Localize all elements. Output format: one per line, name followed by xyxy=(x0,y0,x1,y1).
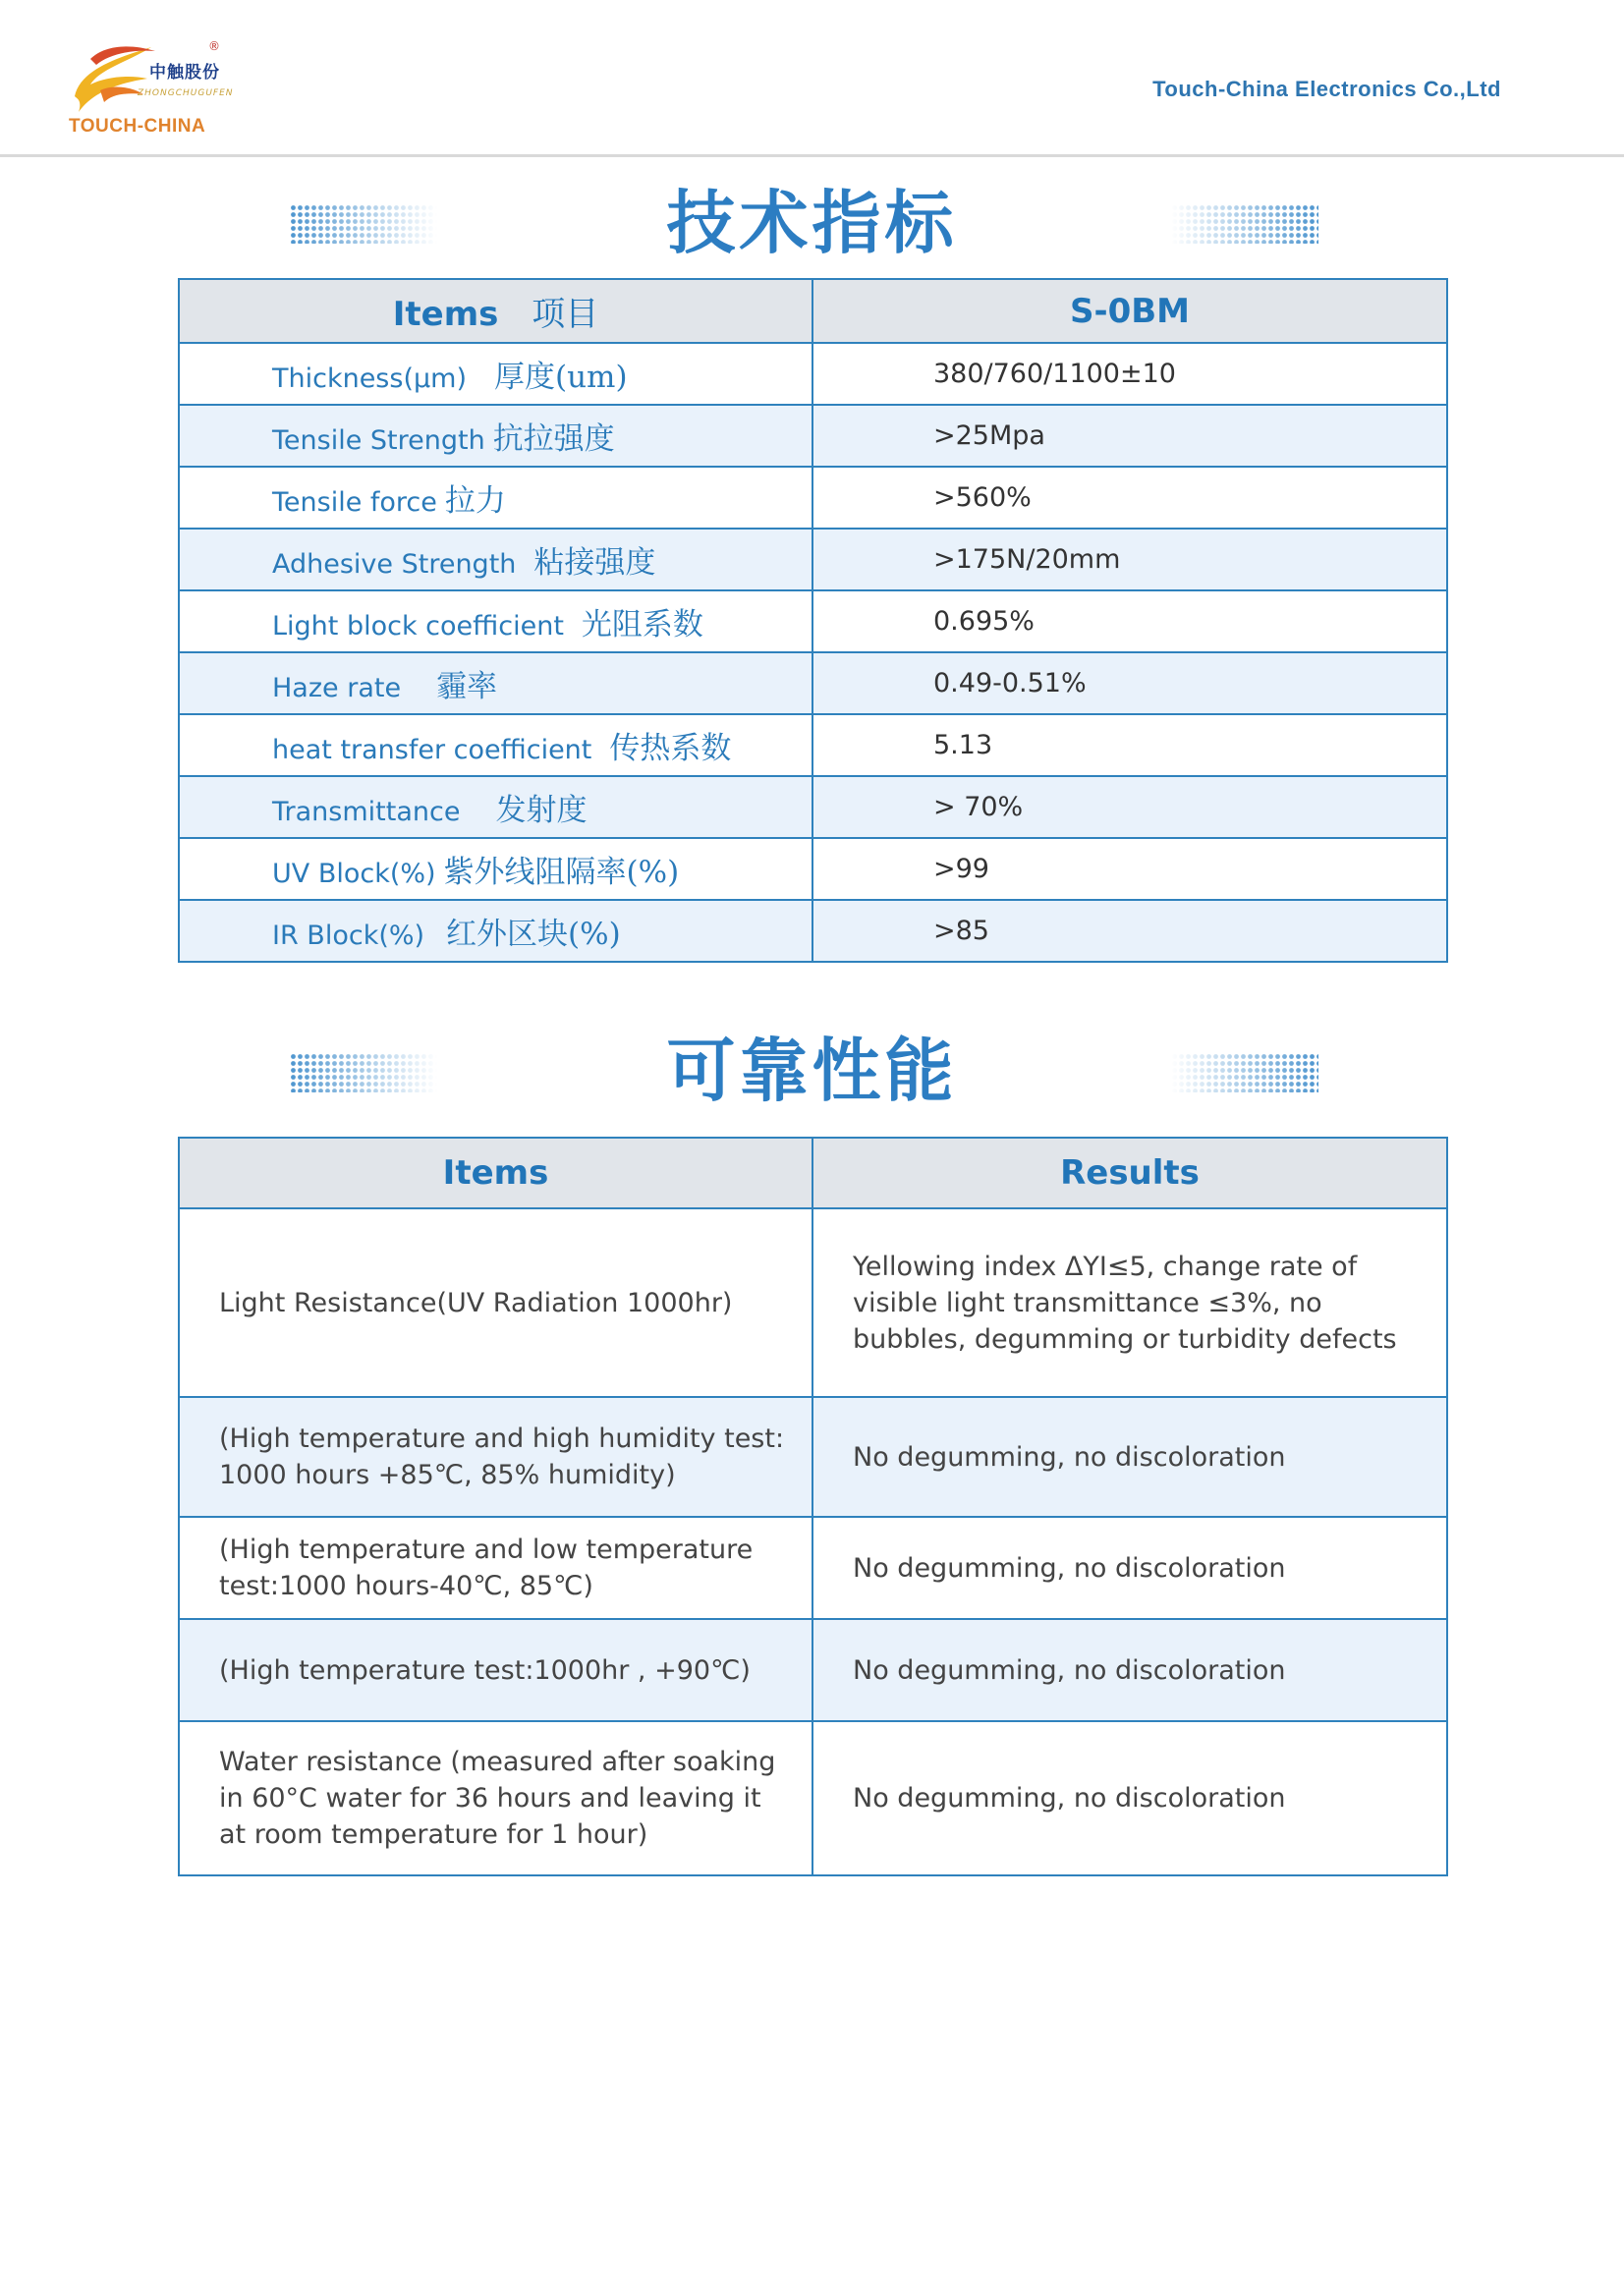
spec-item-cn: 厚度(um) xyxy=(494,360,628,395)
spec-item xyxy=(179,838,812,900)
spec-item-cn: 传热系数 xyxy=(609,731,732,766)
spec-item-en: Light block coefficient xyxy=(272,611,564,642)
spec-item-en: Transmittance xyxy=(272,797,461,827)
table-row xyxy=(179,652,1447,714)
spec-section-title: 技术指标 xyxy=(666,183,958,263)
spec-item-en: Tensile force xyxy=(272,487,437,518)
table-row xyxy=(179,714,1447,776)
table-row xyxy=(179,1208,1447,1397)
spec-item-en: Tensile Strength xyxy=(272,425,485,456)
spec-item-cn: 抗拉强度 xyxy=(492,421,615,457)
spec-value: 0.695% xyxy=(812,590,1447,652)
decorative-dots-right xyxy=(1171,204,1318,244)
table-row xyxy=(179,1397,1447,1517)
logo-chinese-text: 中触股份 xyxy=(149,63,220,83)
spec-value: 380/760/1100±10 xyxy=(812,343,1447,405)
reliability-result: Yellowing index ΔYI≤5, change rate of visible light transmittance ≤3%, no bubbles, degumming or turbidity defects xyxy=(812,1208,1447,1397)
spec-item-en: IR Block(%) xyxy=(272,921,425,951)
spec-item xyxy=(179,900,812,962)
reliability-result: No degumming, no discoloration xyxy=(812,1619,1447,1721)
spec-value: >99 xyxy=(812,838,1447,900)
reliability-item: Light Resistance(UV Radiation 1000hr) xyxy=(179,1208,812,1397)
column-header-items: Items xyxy=(179,1138,812,1208)
decorative-dots-right xyxy=(1171,1053,1318,1092)
table-row xyxy=(179,590,1447,652)
reliability-table-header xyxy=(179,1138,1447,1208)
reliability-item: (High temperature and low temperature test:1000 hours-40℃, 85℃) xyxy=(179,1517,812,1619)
spec-item xyxy=(179,529,812,590)
reliability-item: (High temperature test:1000hr , +90℃) xyxy=(179,1619,812,1721)
table-row xyxy=(179,1517,1447,1619)
reliability-table xyxy=(178,1137,1448,1876)
page-header xyxy=(0,0,1624,157)
table-row xyxy=(179,900,1447,962)
spec-item xyxy=(179,405,812,467)
spec-item-cn: 粘接强度 xyxy=(533,545,656,581)
table-row xyxy=(179,776,1447,838)
spec-item-cn: 红外区块(%) xyxy=(446,917,621,952)
spec-item xyxy=(179,652,812,714)
spec-item-en: heat transfer coefficient xyxy=(272,735,592,765)
table-row xyxy=(179,838,1447,900)
spec-value: >560% xyxy=(812,467,1447,529)
spec-value: 5.13 xyxy=(812,714,1447,776)
spec-item-cn: 拉力 xyxy=(444,483,506,519)
reliability-item: Water resistance (measured after soaking in 60°C water for 36 hours and leaving it at room temperature for 1 hour) xyxy=(179,1721,812,1875)
logo-script-text: ZHONGCHUGUFEN xyxy=(138,88,234,98)
table-row xyxy=(179,1619,1447,1721)
spec-value: >85 xyxy=(812,900,1447,962)
spec-value: > 70% xyxy=(812,776,1447,838)
column-header-items-cn: 项目 xyxy=(532,295,599,334)
column-header-results: Results xyxy=(812,1138,1447,1208)
spec-table xyxy=(178,278,1448,963)
logo-swoosh-icon xyxy=(61,39,159,128)
spec-table-header xyxy=(179,279,1447,343)
spec-item-cn: 光阻系数 xyxy=(581,607,703,642)
spec-item xyxy=(179,343,812,405)
table-row xyxy=(179,1721,1447,1875)
spec-item xyxy=(179,776,812,838)
spec-item xyxy=(179,590,812,652)
logo-english-text: TOUCH-CHINA xyxy=(69,116,206,137)
reliability-result: No degumming, no discoloration xyxy=(812,1397,1447,1517)
spec-item-cn: 紫外线阻隔率(%) xyxy=(443,855,680,890)
spec-item-en: Haze rate xyxy=(272,673,402,703)
reliability-result: No degumming, no discoloration xyxy=(812,1721,1447,1875)
spec-item-cn: 霾率 xyxy=(436,669,498,704)
table-row xyxy=(179,467,1447,529)
spec-item-en: Adhesive Strength xyxy=(272,549,517,580)
column-header-product: S-0BM xyxy=(812,279,1447,343)
spec-item xyxy=(179,714,812,776)
spec-value: 0.49-0.51% xyxy=(812,652,1447,714)
spec-value: >175N/20mm xyxy=(812,529,1447,590)
spec-value: >25Mpa xyxy=(812,405,1447,467)
company-logo xyxy=(61,39,234,142)
reliability-result: No degumming, no discoloration xyxy=(812,1517,1447,1619)
spec-item xyxy=(179,467,812,529)
table-row xyxy=(179,529,1447,590)
column-header-items xyxy=(179,279,812,343)
column-header-items-en: Items xyxy=(392,295,499,334)
reliability-section-title: 可靠性能 xyxy=(666,1031,958,1111)
reliability-item: (High temperature and high humidity test: 1000 hours +85℃, 85% humidity) xyxy=(179,1397,812,1517)
table-row xyxy=(179,343,1447,405)
table-row xyxy=(179,405,1447,467)
spec-item-en: UV Block(%) xyxy=(272,859,436,889)
registered-mark: ® xyxy=(208,39,220,53)
spec-item-en: Thickness(μm) xyxy=(272,363,467,394)
company-name: Touch-China Electronics Co.,Ltd xyxy=(1152,77,1501,101)
spec-item-cn: 发射度 xyxy=(495,793,588,828)
